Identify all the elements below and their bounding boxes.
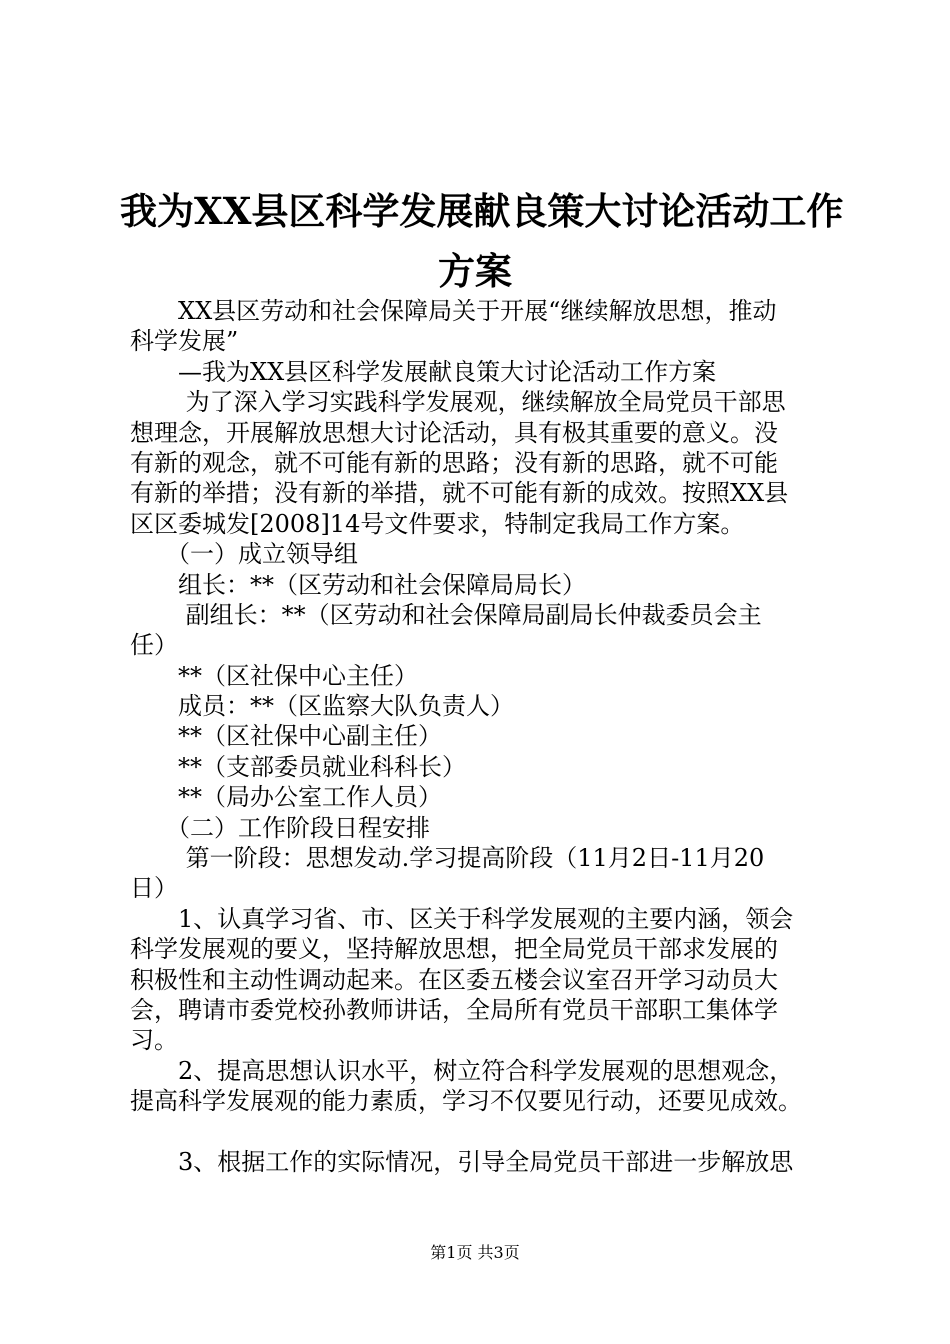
page-footer: 第1页 共3页 [430, 1243, 520, 1262]
body-line: （二）工作阶段日程安排 [130, 813, 430, 842]
body-line: 科学发展” [130, 327, 239, 356]
body-line: 想理念，开展解放思想大讨论活动，具有极其重要的意义。没 [130, 418, 778, 447]
body-line: 成员：**（区监察大队负责人） [130, 692, 514, 721]
body-line: 任） [130, 631, 178, 660]
body-line: 3、根据工作的实际情况，引导全局党员干部进一步解放思 [130, 1147, 794, 1176]
body-line: XX县区劳动和社会保障局关于开展“继续解放思想，推动 [130, 297, 777, 325]
body-line: 1、认真学习省、市、区关于科学发展观的主要内涵，领会 [130, 904, 794, 933]
body-line: 习。 [130, 1026, 178, 1055]
body-line: 有新的观念，就不可能有新的思路；没有新的思路，就不可能 [130, 448, 778, 477]
body-line: 积极性和主动性调动起来。在区委五楼会议室召开学习动员大 [130, 965, 778, 994]
body-line: 2、提高思想认识水平，树立符合科学发展观的思想观念， [130, 1056, 794, 1085]
body-line: 有新的举措；没有新的举措，就不可能有新的成效。按照XX县 [130, 479, 789, 508]
document-title-line-1: 我为XX县区科学发展献良策大讨论活动工作 [120, 189, 844, 233]
document-body [130, 296, 830, 1177]
body-line: 科学发展观的要义，坚持解放思想，把全局党员干部求发展的 [130, 935, 778, 964]
body-line: **（支部委员就业科科长） [130, 752, 466, 781]
body-line: **（局办公室工作人员） [130, 783, 442, 812]
body-line: 副组长：**（区劳动和社会保障局副局长仲裁委员会主 [130, 600, 762, 629]
body-line: 第一阶段：思想发动.学习提高阶段（11月2日-11月20 [130, 844, 765, 873]
body-line: 会，聘请市委党校孙教师讲话，全局所有党员干部职工集体学 [130, 995, 778, 1024]
body-line: **（区社保中心副主任） [130, 722, 442, 751]
paragraph-gap [130, 1117, 830, 1147]
body-line: （一）成立领导组 [130, 540, 358, 569]
body-line: 为了深入学习实践科学发展观，继续解放全局党员干部思 [130, 388, 786, 417]
body-line: 区区委城发[2008]14号文件要求，特制定我局工作方案。 [130, 509, 745, 538]
body-line: 日） [130, 874, 178, 903]
document-title-line-2: 方案 [438, 249, 512, 293]
body-line: **（区社保中心主任） [130, 661, 418, 690]
body-line: 组长：**（区劳动和社会保障局局长） [130, 570, 586, 599]
body-line: 提高科学发展观的能力素质，学习不仅要见行动，还要见成效。 [130, 1087, 802, 1116]
body-line: —我为XX县区科学发展献良策大讨论活动工作方案 [130, 357, 717, 386]
